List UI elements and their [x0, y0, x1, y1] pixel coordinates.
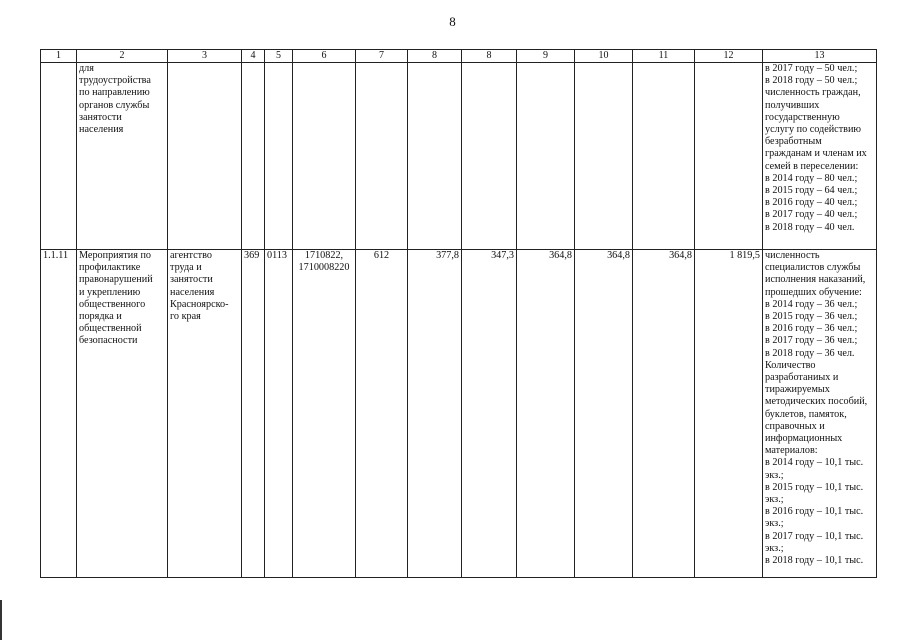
grbs-code-cell: 369: [242, 250, 265, 578]
header-cell: 5: [265, 50, 293, 63]
section-code-cell: 0113: [265, 250, 293, 578]
empty-cell: [242, 63, 265, 250]
empty-cell: [265, 63, 293, 250]
header-cell: 3: [168, 50, 242, 63]
scan-edge-mark: [0, 600, 2, 640]
header-cell: 11: [633, 50, 695, 63]
amount-cell: 364,8: [575, 250, 633, 578]
row-number-cell: [41, 63, 77, 250]
activity-name-cell: для трудоустройства по направлению органов службы занятости населения: [77, 63, 168, 250]
amount-cell: 364,8: [633, 250, 695, 578]
target-article-cell: 1710822, 1710008220: [293, 250, 356, 578]
table-row: [41, 63, 877, 250]
header-cell: 10: [575, 50, 633, 63]
header-row: [41, 50, 877, 63]
header-cell: 6: [293, 50, 356, 63]
header-cell: 12: [695, 50, 763, 63]
empty-cell: [408, 63, 462, 250]
header-cell: 8: [462, 50, 517, 63]
empty-cell: [462, 63, 517, 250]
header-cell: 13: [763, 50, 877, 63]
row-number-cell: 1.1.11: [41, 250, 77, 578]
header-cell: 2: [77, 50, 168, 63]
header-cell: 8: [408, 50, 462, 63]
program-table: [40, 49, 877, 578]
amount-cell: 364,8: [517, 250, 575, 578]
header-cell: 9: [517, 50, 575, 63]
amount-cell: 377,8: [408, 250, 462, 578]
indicator-cell: численность специалистов службы исполнения наказаний, прошедших обучение: в 2014 году – 36 чел.; в 2015 году – 36 чел.; в 2016 году – 36 чел.; в 2017 году – 36 чел.; в 2018 году – 36 чел. Количество разработаниых и тиражируемых методических пособий, буклетов, памяток, справочных и информационных материалов: в 2014 году – 10,1 тыс. экз.; в 2015 году – 10,1 тыс. экз.; в 2016 году – 10,1 тыс. экз.; в 2017 году – 10,1 тыс. экз.; в 2018 году – 10,1 тыс.: [763, 250, 877, 578]
header-cell: 1: [41, 50, 77, 63]
table-row: [41, 250, 877, 578]
page-number: 8: [449, 14, 456, 29]
empty-cell: [575, 63, 633, 250]
empty-cell: [168, 63, 242, 250]
empty-cell: [517, 63, 575, 250]
executor-cell: агентство труда и занятости населения Красноярско- го края: [168, 250, 242, 578]
header-cell: 4: [242, 50, 265, 63]
total-amount-cell: 1 819,5: [695, 250, 763, 578]
empty-cell: [293, 63, 356, 250]
empty-cell: [356, 63, 408, 250]
indicator-cell: в 2017 году – 50 чел.; в 2018 году – 50 чел.; численность граждан, получивших государственную услугу по содействию безработным гражданам и членам их семей в переселении: в 2014 году – 80 чел.; в 2015 году – 64 чел.; в 2016 году – 40 чел.; в 2017 году – 40 чел.; в 2018 году – 40 чел.: [763, 63, 877, 250]
expense-type-cell: 612: [356, 250, 408, 578]
empty-cell: [695, 63, 763, 250]
header-cell: 7: [356, 50, 408, 63]
activity-name-cell: Мероприятия по профилактике правонарушений и укреплению общественного порядка и общественной безопасности: [77, 250, 168, 578]
amount-cell: 347,3: [462, 250, 517, 578]
empty-cell: [633, 63, 695, 250]
